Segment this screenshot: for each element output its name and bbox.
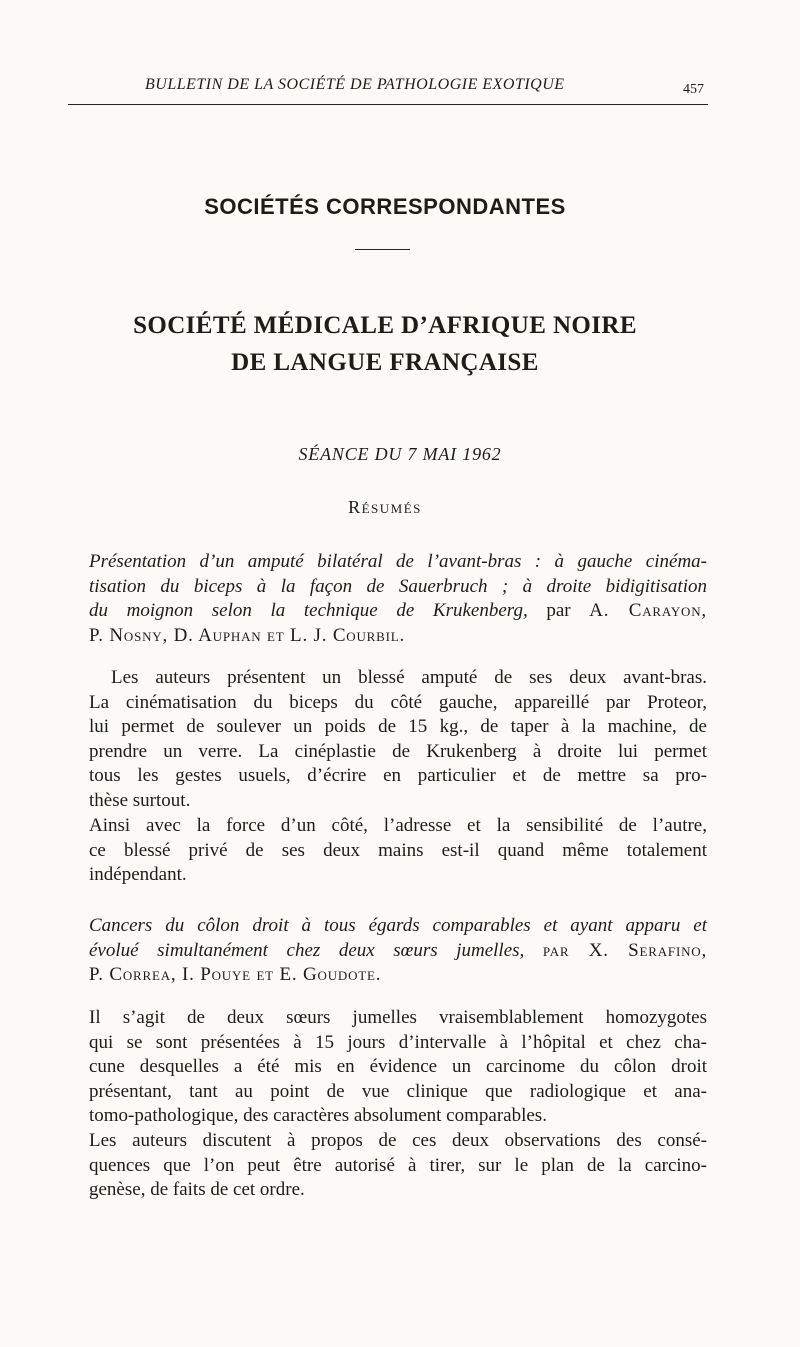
article1-paragraph1 — [89, 666, 707, 814]
section-title: SOCIÉTÉS CORRESPONDANTES — [204, 194, 566, 219]
running-header: BULLETIN DE LA SOCIÉTÉ DE PATHOLOGIE EXOTIQUE — [145, 76, 565, 93]
text-line: lui permet de soulever un poids de 15 kg., de taper à la machine, de — [89, 716, 707, 738]
text-line: ce blessé privé de ses deux mains est-il quand même totalement — [89, 839, 707, 861]
resumes-heading: Résumés — [348, 497, 422, 517]
article2-title — [89, 914, 707, 988]
text-line: tous les gestes usuels, d’écrire en particulier et de mettre sa pro- — [89, 765, 707, 787]
article1-first-author: A. Carayon, — [589, 600, 707, 622]
text-line: La cinématisation du biceps du côté gauche, appareillé par Proteor, — [89, 691, 707, 713]
text-line: Les auteurs présentent un blessé amputé de ses deux avant-bras. — [111, 667, 707, 688]
article2-first-author: par X. Serafino, — [542, 939, 708, 961]
text-line: prendre un verre. La cinéplastie de Krukenberg à droite lui permet — [89, 740, 707, 762]
society-title-line2: DE LANGUE FRANÇAISE — [231, 349, 539, 376]
article1-title-line-3 — [89, 599, 707, 624]
article1-title — [89, 550, 707, 648]
article2-title-line: Cancers du côlon droit à tous égards comparables et ayant apparu et — [89, 915, 707, 936]
article1-authors: P. Nosny, D. Auphan et L. J. Courbil. — [89, 624, 406, 646]
text-line: genèse, de faits de cet ordre. — [89, 1179, 305, 1201]
article2-paragraph1 — [89, 1006, 707, 1129]
seance-date: SÉANCE DU 7 MAI 1962 — [298, 444, 502, 464]
text-line: présentant, tant au point de vue clinique que radiologique et ana- — [89, 1080, 707, 1102]
text-line: qui se sont présentées à 15 jours d’intervalle à l’hôpital et chez cha- — [89, 1031, 707, 1053]
text-line: thèse surtout. — [89, 789, 191, 811]
article1-title-line: du moignon selon la technique de Krukenberg, — [89, 600, 528, 622]
title-divider — [355, 249, 410, 250]
society-title-line1: SOCIÉTÉ MÉDICALE D’AFRIQUE NOIRE — [133, 312, 637, 339]
text-line: tomo-pathologique, des caractères absolument comparables. — [89, 1105, 547, 1127]
article2-title-line: évolué simultanément chez deux sœurs jumelles, — [89, 939, 525, 961]
article1-paragraph2 — [89, 814, 707, 888]
text-line: Ainsi avec la force d’un côté, l’adresse et la sensibilité de l’autre, — [89, 815, 707, 836]
article2-title-line-2 — [89, 939, 707, 964]
text-line: Il s’agit de deux sœurs jumelles vraisemblablement homozygotes — [89, 1007, 707, 1028]
article1-title-line: Présentation d’un amputé bilatéral de l’avant-bras : à gauche cinéma- — [89, 551, 707, 572]
article2-paragraph2 — [89, 1129, 707, 1203]
text-line: Les auteurs discutent à propos de ces deux observations des consé- — [89, 1130, 707, 1151]
text-line: quences que l’on peut être autorisé à tirer, sur le plan de la carcino- — [89, 1154, 707, 1176]
header-rule — [68, 104, 708, 105]
text-line: cune desquelles a été mis en évidence un carcinome du côlon droit — [89, 1056, 707, 1078]
text-line: indépendant. — [89, 864, 187, 886]
par-label: par — [546, 600, 571, 622]
article2-authors: P. Correa, I. Pouye et E. Goudote. — [89, 964, 382, 986]
page-number: 457 — [683, 82, 704, 97]
article1-title-line: tisation du biceps à la façon de Sauerbruch ; à droite bidigitisation — [89, 575, 707, 597]
